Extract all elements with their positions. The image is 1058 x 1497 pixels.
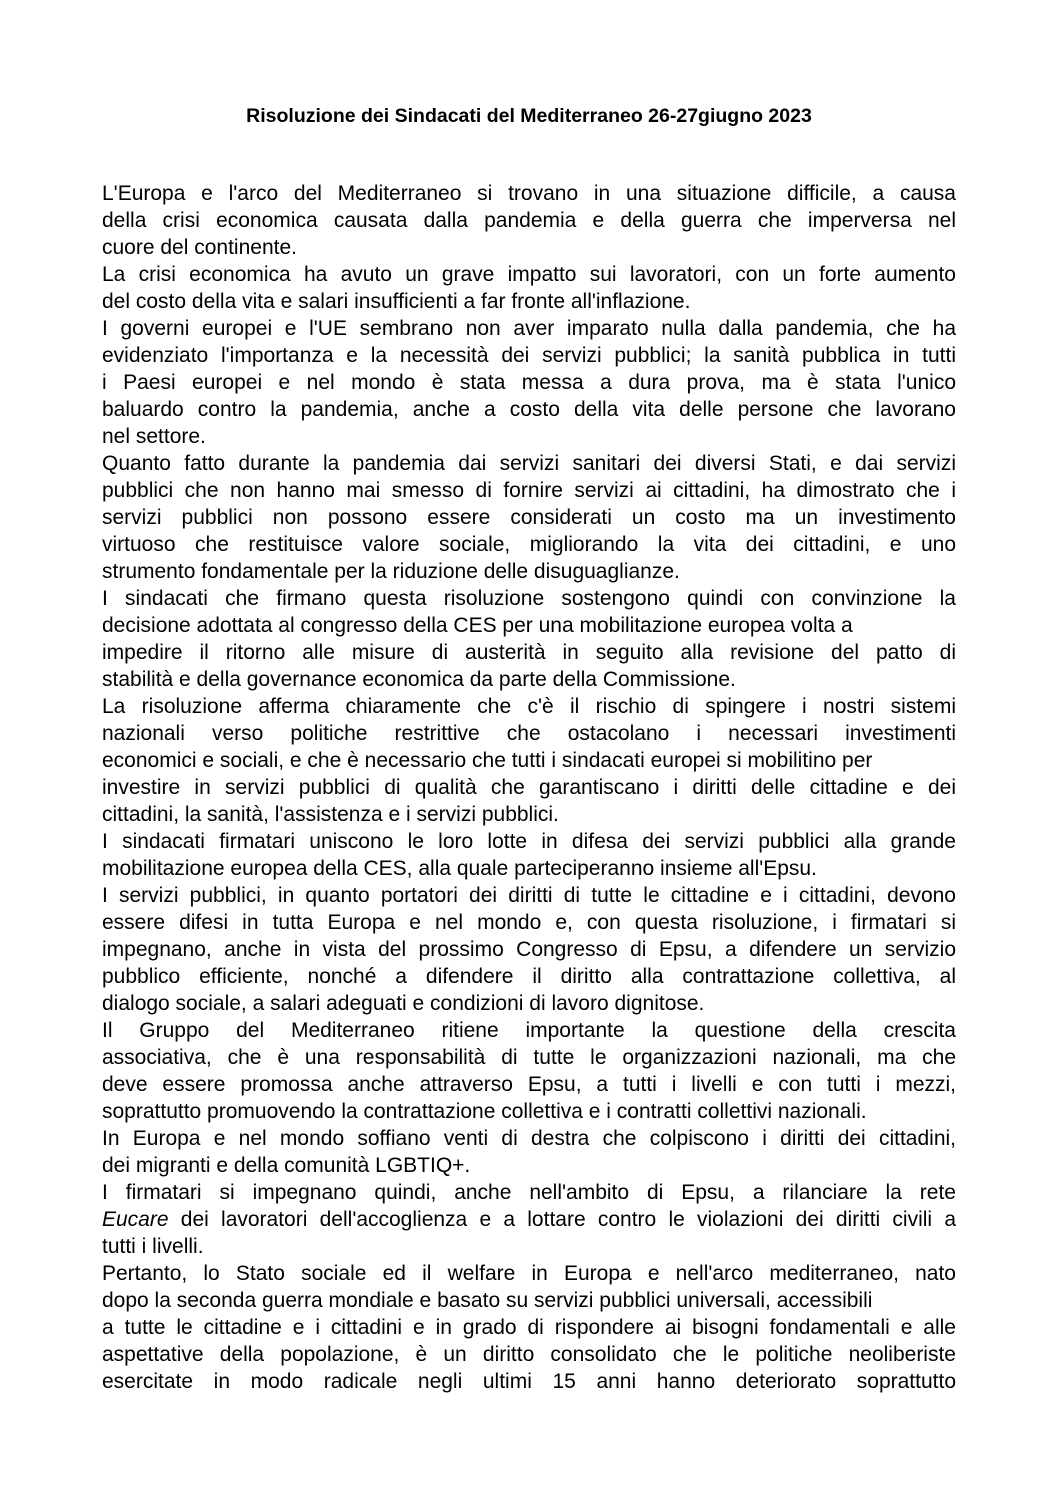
text-line: soprattutto promuovendo la contrattazione collettiva e i contratti collettivi nazionali. [102,1100,867,1123]
text-line: La crisi economica ha avuto un grave impatto sui lavoratori, con un forte aumento [102,263,956,286]
text-line: cuore del continente. [102,236,297,259]
text-line: servizi pubblici non possono essere considerati un costo ma un investimento [102,506,956,529]
text-line: nel settore. [102,425,206,448]
text-line: della crisi economica causata dalla pandemia e della guerra che imperversa nel [102,209,956,232]
text-line [102,1206,956,1233]
text-line: a tutte le cittadine e i cittadini e in grado di rispondere ai bisogni fondamentali e alle [102,1316,956,1339]
text-line: La risoluzione afferma chiaramente che c'è il rischio di spingere i nostri sistemi [102,695,956,718]
text-line: essere difesi in tutta Europa e nel mondo e, con questa risoluzione, i firmatari si [102,911,956,934]
text-line: decisione adottata al congresso della CES per una mobilitazione europea volta a [102,614,853,637]
text-line: nazionali verso politiche restrittive che ostacolano i necessari investimenti [102,722,956,745]
text-line: impedire il ritorno alle misure di austerità in seguito alla revisione del patto di [102,641,956,664]
text-line: stabilità e della governance economica da parte della Commissione. [102,668,736,691]
text-line: esercitate in modo radicale negli ultimi 15 anni hanno deteriorato soprattutto [102,1370,956,1393]
text-line: dialogo sociale, a salari adeguati e condizioni di lavoro dignitose. [102,992,705,1015]
text-line: dei migranti e della comunità LGBTIQ+. [102,1154,471,1177]
text-line: strumento fondamentale per la riduzione delle disuguaglianze. [102,560,680,583]
text-line: Quanto fatto durante la pandemia dai servizi sanitari dei diversi Stati, e dai servizi [102,452,956,475]
text-line: dopo la seconda guerra mondiale e basato su servizi pubblici universali, accessibili [102,1289,873,1312]
text-line: mobilitazione europea della CES, alla quale parteciperanno insieme all'Epsu. [102,857,817,880]
text-line: Pertanto, lo Stato sociale ed il welfare in Europa e nell'arco mediterraneo, nato [102,1262,956,1285]
document-body [102,180,956,1395]
text-line-rest: dei lavoratori dell'accoglienza e a lottare contro le violazioni dei diritti civili a [180,1208,956,1231]
text-line: L'Europa e l'arco del Mediterraneo si trovano in una situazione difficile, a causa [102,182,956,205]
text-line: I firmatari si impegnano quindi, anche nell'ambito di Epsu, a rilanciare la rete [102,1181,956,1204]
text-line: In Europa e nel mondo soffiano venti di destra che colpiscono i diritti dei cittadini, [102,1127,956,1150]
text-line: I sindacati che firmano questa risoluzione sostengono quindi con convinzione la [102,587,956,610]
text-line: virtuoso che restituisce valore sociale, migliorando la vita dei cittadini, e uno [102,533,956,556]
text-line: cittadini, la sanità, l'assistenza e i servizi pubblici. [102,803,559,826]
text-line: associativa, che è una responsabilità di tutte le organizzazioni nazionali, ma che [102,1046,956,1069]
text-line: del costo della vita e salari insufficienti a far fronte all'inflazione. [102,290,691,313]
text-line: impegnano, anche in vista del prossimo Congresso di Epsu, a difendere un servizio [102,938,956,961]
text-line: i Paesi europei e nel mondo è stata messa a dura prova, ma è stata l'unico [102,371,956,394]
italic-term: Eucare [102,1208,169,1231]
text-line: pubblico efficiente, nonché a difendere il diritto alla contrattazione collettiva, al [102,965,956,988]
text-line: tutti i livelli. [102,1235,204,1258]
text-line: baluardo contro la pandemia, anche a costo della vita delle persone che lavorano [102,398,956,421]
text-line: deve essere promossa anche attraverso Epsu, a tutti i livelli e con tutti i mezzi, [102,1073,956,1096]
text-line: economici e sociali, e che è necessario che tutti i sindacati europei si mobilitino per [102,749,873,772]
text-line: I sindacati firmatari uniscono le loro lotte in difesa dei servizi pubblici alla grande [102,830,956,853]
text-line: evidenziato l'importanza e la necessità dei servizi pubblici; la sanità pubblica in tutti [102,344,956,367]
text-line: pubblici che non hanno mai smesso di fornire servizi ai cittadini, ha dimostrato che i [102,479,956,502]
text-line: I servizi pubblici, in quanto portatori dei diritti di tutte le cittadine e i cittadini, devono [102,884,956,907]
document-title: Risoluzione dei Sindacati del Mediterraneo 26-27giugno 2023 [246,105,812,127]
text-line: Il Gruppo del Mediterraneo ritiene importante la questione della crescita [102,1019,956,1042]
text-line: aspettative della popolazione, è un diritto consolidato che le politiche neoliberiste [102,1343,956,1366]
text-line: I governi europei e l'UE sembrano non aver imparato nulla dalla pandemia, che ha [102,317,956,340]
text-line: investire in servizi pubblici di qualità che garantiscano i diritti delle cittadine e dei [102,776,956,799]
